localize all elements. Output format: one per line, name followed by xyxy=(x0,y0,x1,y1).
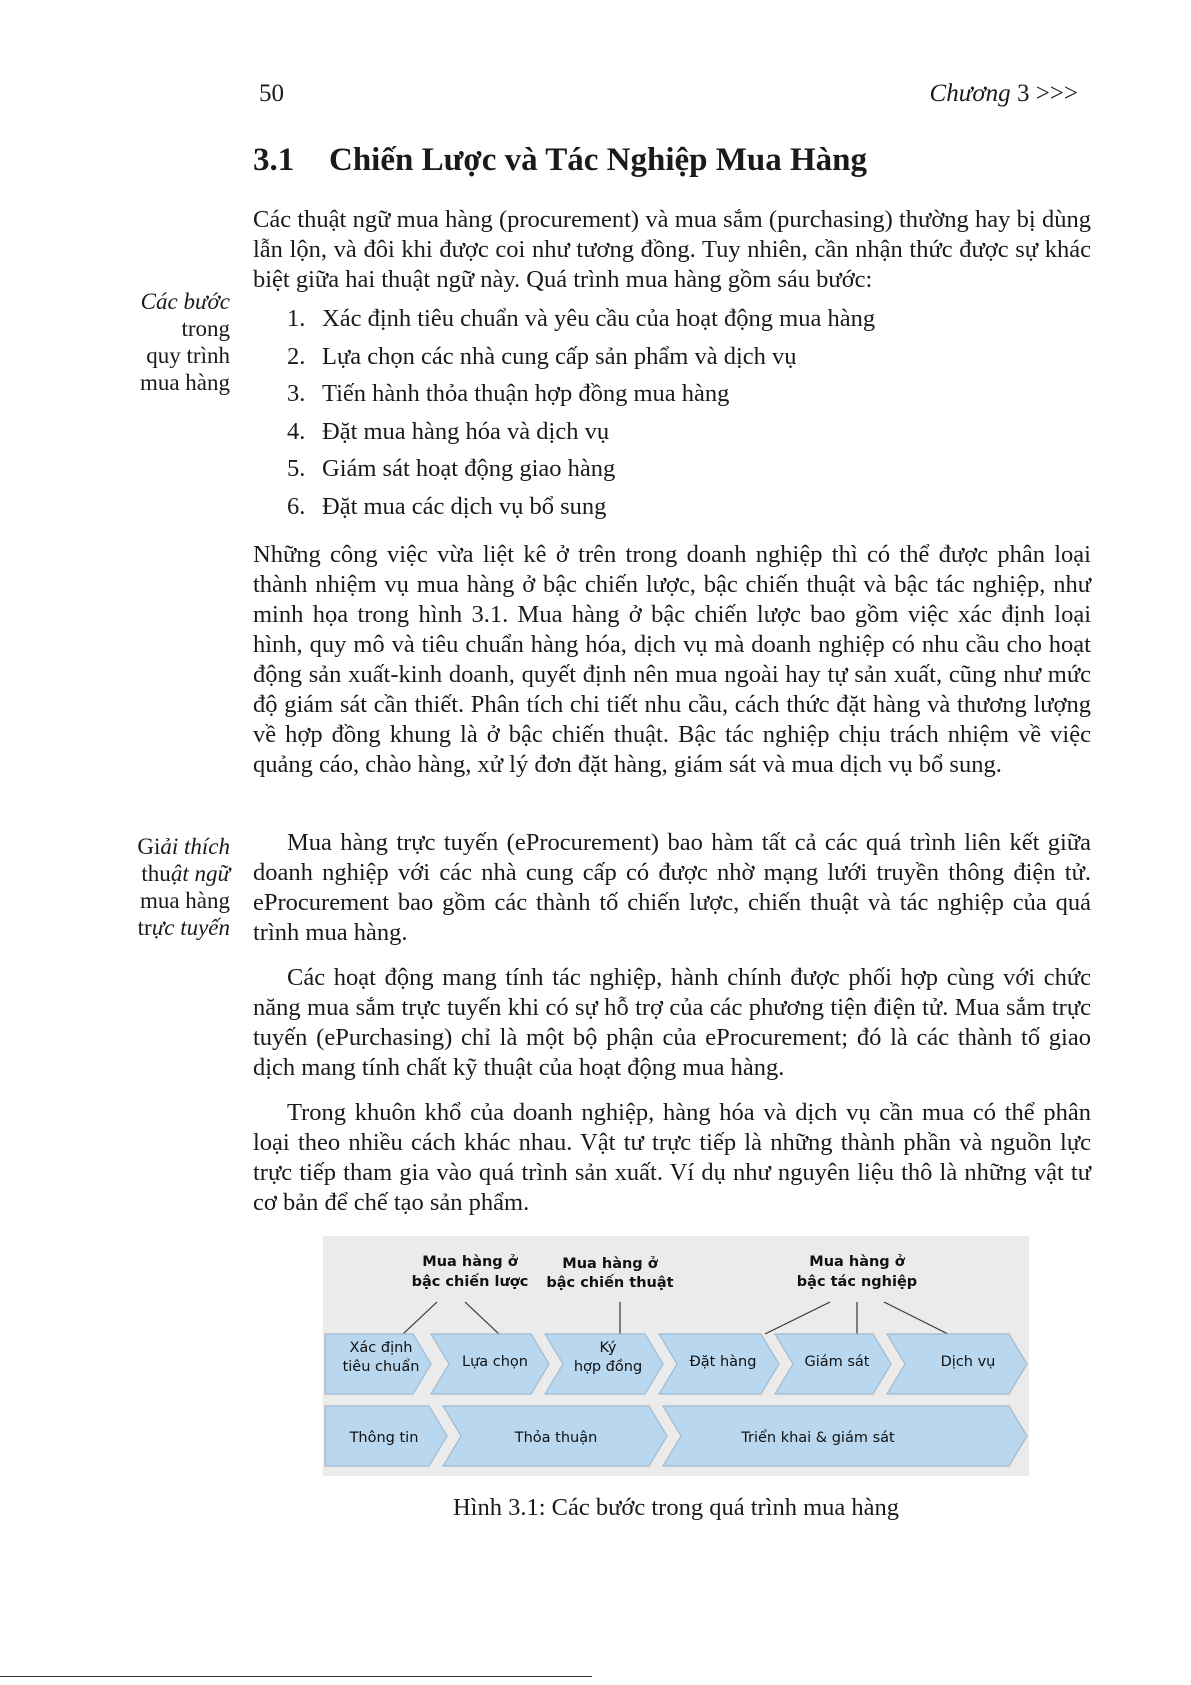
paragraph-eprocurement xyxy=(253,828,1091,948)
list-item-text: Giám sát hoạt động giao hàng xyxy=(322,455,616,483)
step-label: Xác định xyxy=(349,1340,413,1356)
paragraph-epurchasing xyxy=(253,963,1091,1083)
step-label: tiêu chuẩn xyxy=(342,1359,420,1375)
list-item-text: Xác định tiêu chuẩn và yêu cầu của hoạt động mua hàng xyxy=(322,305,876,332)
margin-note-eprocurement xyxy=(122,833,230,941)
list-item-text: Tiến hành thỏa thuận hợp đồng mua hàng xyxy=(322,380,730,408)
list-item xyxy=(287,304,875,342)
chapter-word: Chương xyxy=(929,80,1011,107)
phase-label: Thông tin xyxy=(349,1430,419,1446)
page-number: 50 xyxy=(259,80,284,107)
figure-caption: Hình 3.1: Các bước trong quá trình mua hàng xyxy=(452,1494,900,1521)
figure-procurement-steps xyxy=(323,1236,1029,1476)
step-label: Đặt hàng xyxy=(689,1354,757,1370)
paragraph-levels xyxy=(253,540,1091,780)
diagram xyxy=(323,1236,1029,1476)
margin-note-italic: ực tuyến xyxy=(151,915,230,940)
step-label: Dịch vụ xyxy=(940,1354,996,1370)
level-label: bậc chiến thuật xyxy=(546,1275,674,1291)
margin-note-italic: ải thích xyxy=(160,834,230,859)
list-item xyxy=(287,417,875,455)
paragraph-text: Những công việc vừa liệt kê ở trên trong doanh nghiệp thì có thể được phân loại thành nhiệm vụ mua hàng ở bậc chiến lược, bậc chiến thuật và bậc tác nghiệp, như minh họa trong hình 3.1. Mua hàng ở bậc chiến lược bao gồm việc xác định loại hình, quy mô và tiêu chuẩn hàng hóa, dịch vụ mà doanh nghiệp có nhu cầu cho hoạt động sản xuất-kinh doanh, quyết định nên mua ngoài hay tự sản xuất, cũng như mức độ giám sát cần thiết. Phân tích chi tiết nhu cầu, cách thức đặt hàng và thương lượng về hợp đồng khung là ở bậc chiến thuật. Bậc tác nghiệp chịu trách nhiệm về việc quảng cáo, chào hàng, xử lý đơn đặt hàng, giám sát và mua dịch vụ bổ sung. xyxy=(253,541,1091,778)
margin-note-steps xyxy=(122,288,230,396)
chapter-header xyxy=(930,80,1078,108)
paragraph-text: Các hoạt động mang tính tác nghiệp, hành chính được phối hợp cùng với chức năng mua sắm trực tuyến khi có sự hỗ trợ của các phương tiện điện tử. Mua sắm trực tuyến (ePurchasing) chỉ là một bộ phận của eProcurement; đó là các thành tố giao dịch mang tính chất kỹ thuật của hoạt động mua hàng. xyxy=(253,964,1091,1081)
list-item-number: 3. xyxy=(287,380,306,408)
level-label: bậc chiến lược xyxy=(411,1274,529,1290)
intro-text: Các thuật ngữ mua hàng (procurement) và mua sắm (purchasing) thường hay bị dùng lẫn lộn, và đôi khi được coi như tương đồng. Tuy nhiên, cần nhận thức được sự khác biệt giữa hai thuật ngữ này. Quá trình mua hàng gồm sáu bước: xyxy=(253,206,1091,293)
list-item xyxy=(287,492,875,530)
list-item-text: Lựa chọn các nhà cung cấp sản phẩm và dịch vụ xyxy=(322,342,797,370)
phase-label: Thỏa thuận xyxy=(514,1430,598,1446)
step-label: Giám sát xyxy=(804,1354,870,1370)
section-heading xyxy=(253,142,867,179)
list-item xyxy=(287,379,875,417)
chapter-number: 3 >>> xyxy=(1010,80,1078,107)
margin-note-italic: ật ngữ xyxy=(170,861,230,886)
margin-note-plain: tr xyxy=(137,915,152,940)
steps-list xyxy=(287,304,875,530)
step-label: Ký xyxy=(599,1340,617,1356)
list-item-number: 6. xyxy=(287,492,306,520)
list-item xyxy=(287,454,875,492)
list-item-number: 5. xyxy=(287,455,306,483)
margin-note-line: trong xyxy=(181,316,230,341)
margin-note-line: quy trình xyxy=(146,343,230,368)
list-item-number: 1. xyxy=(287,305,306,332)
margin-note-plain: thu xyxy=(141,861,171,886)
list-item-number: 4. xyxy=(287,417,306,445)
phase-label: Triển khai & giám sát xyxy=(741,1430,895,1446)
paragraph-text: Trong khuôn khổ của doanh nghiệp, hàng hóa và dịch vụ cần mua có thể phân loại theo nhiều cách khác nhau. Vật tư trực tiếp là những thành phần và nguồn lực trực tiếp tham gia vào quá trình sản xuất. Ví dụ như nguyên liệu thô là những vật tư cơ bản để chế tạo sản phẩm. xyxy=(253,1099,1091,1216)
section-title: Chiến Lược và Tác Nghiệp Mua Hàng xyxy=(329,142,868,178)
level-label: Mua hàng ở xyxy=(422,1254,518,1270)
step-label: Lựa chọn xyxy=(462,1354,528,1370)
intro-paragraph xyxy=(253,205,1091,295)
margin-note-line: Các bước xyxy=(140,289,230,314)
level-label: Mua hàng ở xyxy=(562,1256,658,1272)
list-item-text: Đặt mua hàng hóa và dịch vụ xyxy=(322,417,610,445)
margin-note-line xyxy=(122,914,230,941)
margin-note-line xyxy=(122,860,230,887)
margin-note-line: mua hàng xyxy=(139,370,230,395)
section-number: 3.1 xyxy=(253,142,295,178)
margin-note-line: mua hàng xyxy=(139,888,230,913)
level-label: bậc tác nghiệp xyxy=(796,1274,918,1290)
footer-rule xyxy=(0,1676,592,1677)
step-label: hợp đồng xyxy=(573,1359,643,1375)
list-item xyxy=(287,342,875,380)
margin-note-line xyxy=(122,833,230,860)
paragraph-materials xyxy=(253,1098,1091,1218)
margin-note-plain: Gi xyxy=(137,834,161,859)
paragraph-text: Mua hàng trực tuyến (eProcurement) bao hàm tất cả các quá trình liên kết giữa doanh nghiệp với các nhà cung cấp có được nhờ mạng lưới truyền thông điện tử. eProcurement bao gồm các thành tố chiến lược, chiến thuật và tác nghiệp của quá trình mua hàng. xyxy=(253,829,1091,946)
list-item-number: 2. xyxy=(287,342,306,370)
level-label: Mua hàng ở xyxy=(809,1254,905,1270)
list-item-text: Đặt mua các dịch vụ bổ sung xyxy=(322,492,607,520)
